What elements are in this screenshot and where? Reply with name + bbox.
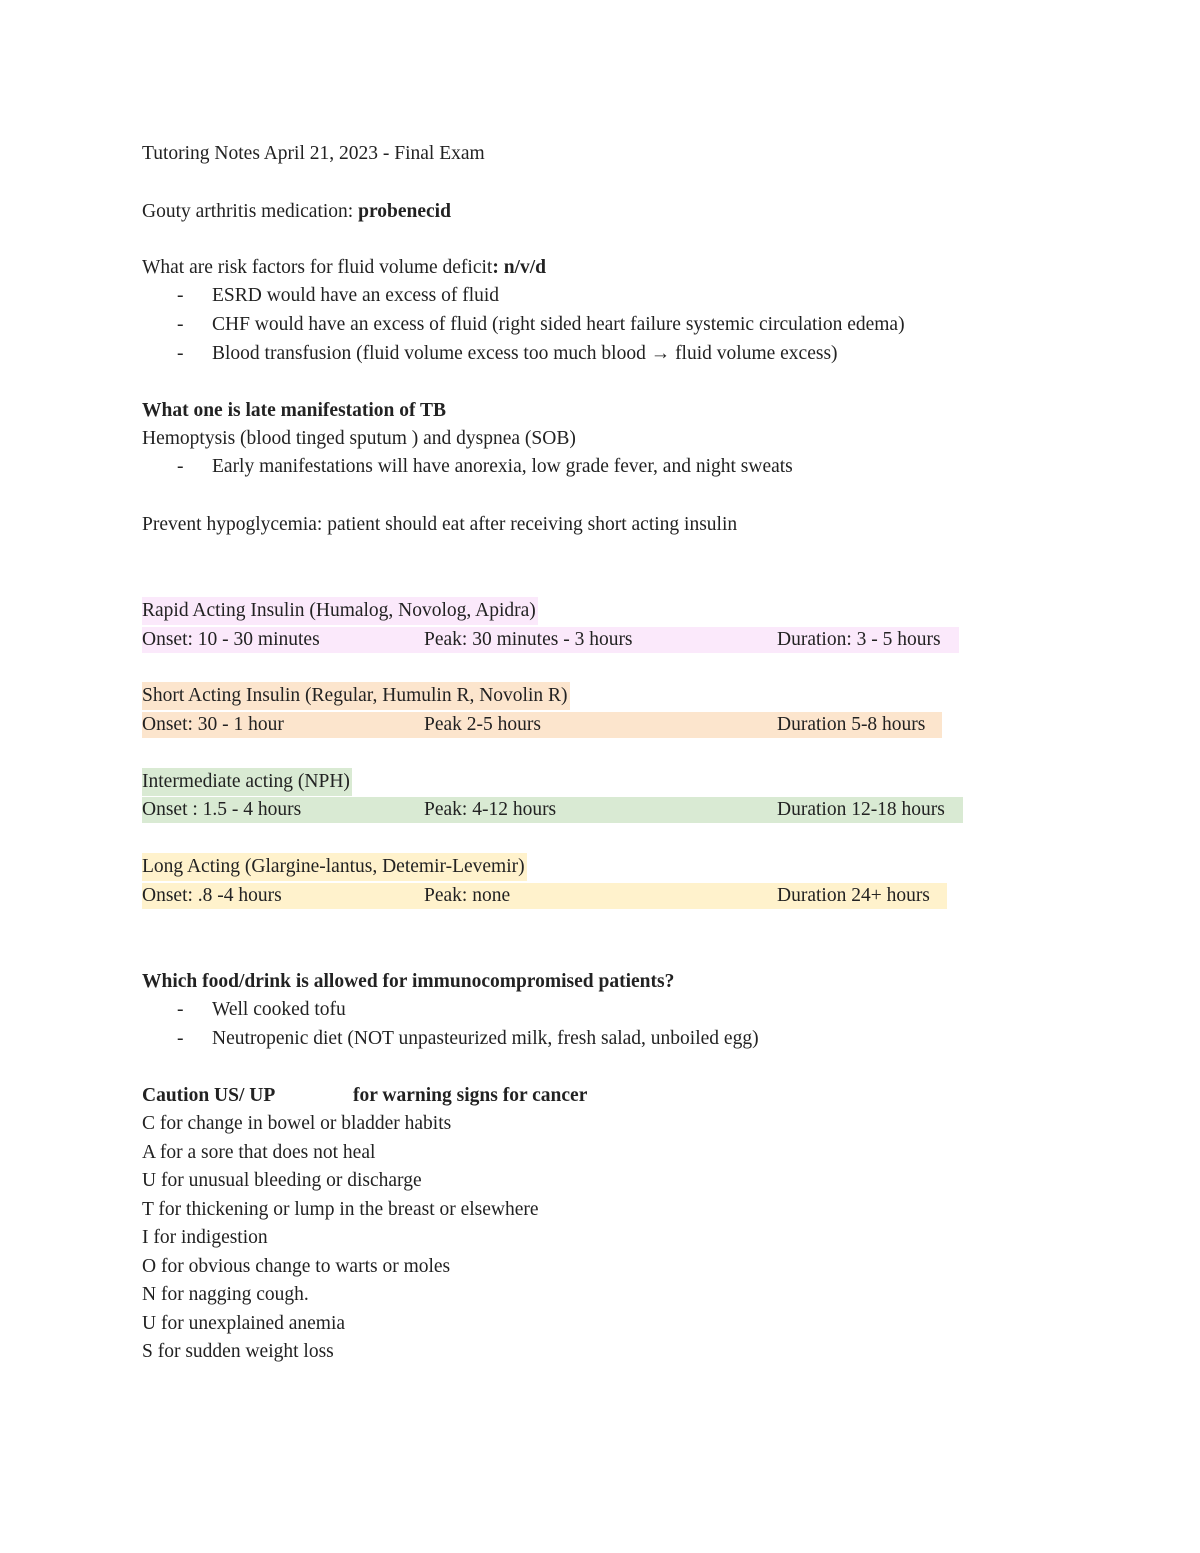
bullet-marker: - [177, 314, 184, 335]
insulin-name: Short Acting Insulin (Regular, Humulin R, Novolin R) [142, 682, 570, 710]
insulin-short-row [142, 712, 942, 738]
tb-answer: Hemoptysis (blood tinged sputum ) and dyspnea (SOB) [142, 428, 576, 449]
insulin-duration: Duration: 3 - 5 hours [777, 629, 941, 650]
insulin-intermediate-heading [142, 768, 352, 796]
food-bullet: Well cooked tofu [212, 999, 346, 1020]
insulin-rapid-row [142, 627, 959, 653]
insulin-duration: Duration 24+ hours [777, 885, 930, 906]
bullet-marker: - [177, 999, 184, 1020]
insulin-long-row [142, 883, 947, 909]
fluid-bullet: Blood transfusion (fluid volume excess too much blood → fluid volume excess) [212, 343, 838, 364]
caution-item: N for nagging cough. [142, 1284, 309, 1305]
insulin-onset: Onset : 1.5 - 4 hours [142, 799, 302, 820]
gout-text: Gouty arthritis medication: [142, 201, 359, 222]
gout-medication: probenecid [358, 201, 451, 222]
insulin-long-heading [142, 853, 527, 881]
bullet-marker: - [177, 456, 184, 477]
caution-item: U for unexplained anemia [142, 1313, 346, 1334]
caution-heading-acronym: Caution US/ UP [142, 1085, 276, 1106]
insulin-peak: Peak: 30 minutes - 3 hours [424, 629, 633, 650]
insulin-peak: Peak: none [424, 885, 511, 906]
caution-item: U for unusual bleeding or discharge [142, 1170, 422, 1191]
food-bullet: Neutropenic diet (NOT unpasteurized milk, fresh salad, unboiled egg) [212, 1028, 759, 1049]
insulin-short-heading [142, 682, 570, 710]
bullet-marker: - [177, 343, 184, 364]
insulin-onset: Onset: .8 -4 hours [142, 885, 282, 906]
fluid-question-line [142, 254, 546, 282]
caution-item: C for change in bowel or bladder habits [142, 1113, 452, 1134]
caution-item: A for a sore that does not heal [142, 1142, 376, 1163]
fluid-question: What are risk factors for fluid volume deficit [142, 257, 493, 278]
food-heading: Which food/drink is allowed for immunocompromised patients? [142, 971, 675, 992]
bullet-marker: - [177, 285, 184, 306]
document-title: Tutoring Notes April 21, 2023 - Final Exam [142, 143, 485, 164]
insulin-duration: Duration 5-8 hours [777, 714, 926, 735]
fluid-bullet: CHF would have an excess of fluid (right sided heart failure systemic circulation edema) [212, 314, 905, 335]
tb-heading: What one is late manifestation of TB [142, 400, 447, 421]
insulin-peak: Peak: 4-12 hours [424, 799, 557, 820]
caution-heading-text: for warning signs for cancer [353, 1085, 588, 1106]
tb-bullet: Early manifestations will have anorexia, low grade fever, and night sweats [212, 456, 793, 477]
caution-item: I for indigestion [142, 1227, 268, 1248]
caution-item: O for obvious change to warts or moles [142, 1256, 451, 1277]
gout-line [142, 198, 451, 226]
insulin-name: Rapid Acting Insulin (Humalog, Novolog, Apidra) [142, 597, 538, 625]
insulin-intermediate-row [142, 797, 963, 823]
insulin-name: Long Acting (Glargine-lantus, Detemir-Levemir) [142, 853, 527, 881]
insulin-duration: Duration 12-18 hours [777, 799, 945, 820]
fluid-bullet: ESRD would have an excess of fluid [212, 285, 500, 306]
fluid-answer: : n/v/d [492, 257, 546, 278]
insulin-peak: Peak 2-5 hours [424, 714, 541, 735]
caution-item: S for sudden weight loss [142, 1341, 334, 1362]
insulin-onset: Onset: 30 - 1 hour [142, 714, 284, 735]
caution-heading [142, 1082, 588, 1110]
caution-item: T for thickening or lump in the breast or elsewhere [142, 1199, 539, 1220]
insulin-onset: Onset: 10 - 30 minutes [142, 629, 320, 650]
bullet-marker: - [177, 1028, 184, 1049]
hypoglycemia-note: Prevent hypoglycemia: patient should eat after receiving short acting insulin [142, 514, 738, 535]
insulin-rapid-heading [142, 597, 538, 625]
insulin-name: Intermediate acting (NPH) [142, 768, 352, 796]
